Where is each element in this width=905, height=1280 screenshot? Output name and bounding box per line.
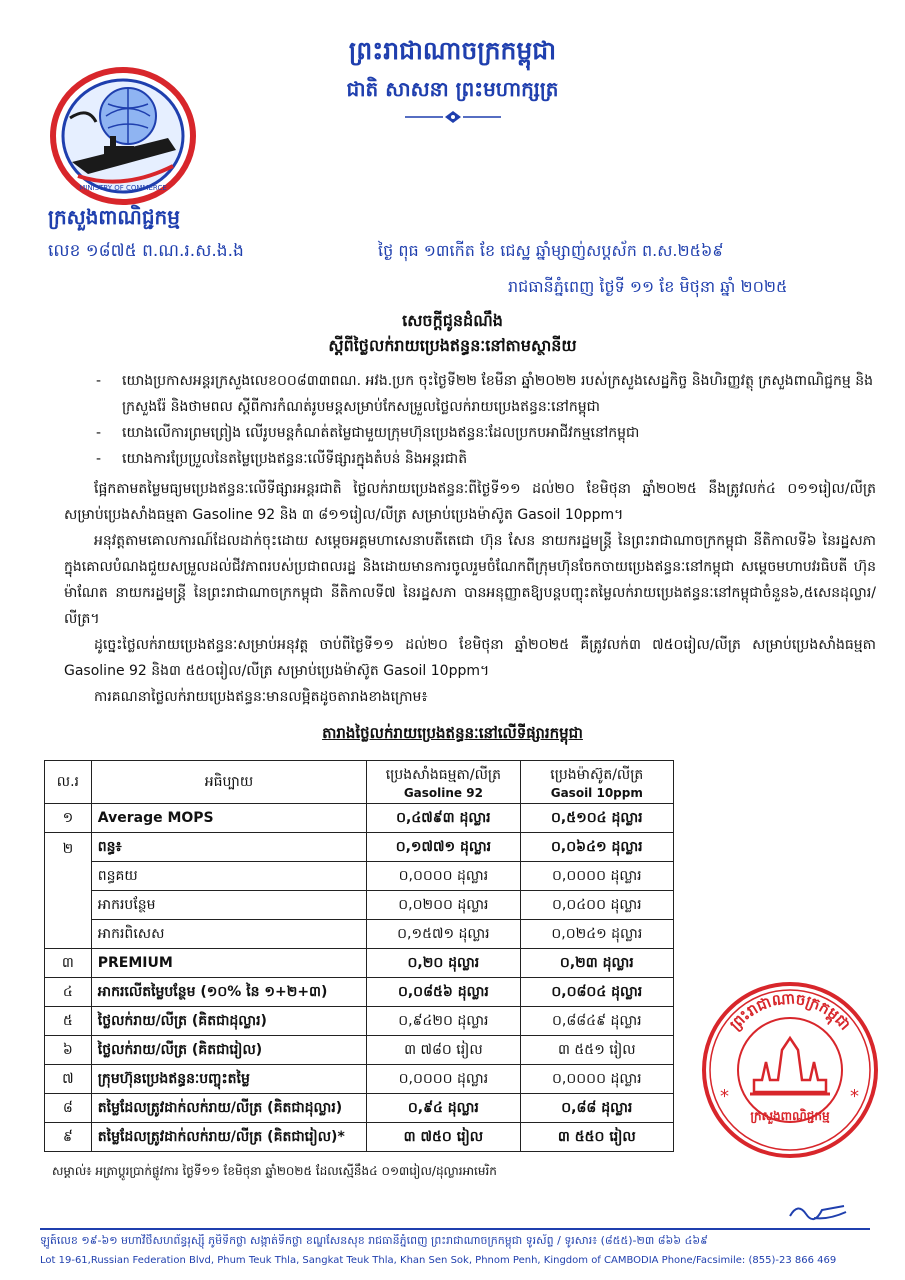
header-gasoline-label: ប្រេងសាំងធម្មតា/លីត្រ	[385, 766, 501, 783]
table-header-row	[45, 761, 674, 804]
table-row	[45, 1065, 674, 1094]
reference-number: លេខ ១៨៧៥ ព.ណ.រ.ស.ង.ង	[48, 241, 244, 261]
table-row	[45, 978, 674, 1007]
row-gasoline-value: ០,២០ ដុល្លារ	[367, 949, 520, 978]
row-description: ថ្លៃលក់រាយ/លីត្រ (គិតជារៀល)	[91, 1036, 366, 1065]
document-subtitle: ស្តីពីថ្លៃលក់រាយប្រេងឥន្ធនៈនៅតាមស្ថានីយ	[328, 336, 577, 355]
table-row	[45, 949, 674, 978]
row-gasoline-value: ៣ ៧៥០ រៀល	[367, 1123, 520, 1152]
signature	[784, 1196, 854, 1226]
header-diesel	[520, 761, 673, 804]
row-gasoline-value: ០,០២០០ ដុល្លារ	[367, 891, 520, 920]
header-gasoline-grade: Gasoline 92	[403, 785, 483, 800]
row-diesel-value: ០,០២៤១ ដុល្លារ	[520, 920, 673, 949]
paragraph-applied-price: ដូច្នេះថ្លៃលក់រាយប្រេងឥន្ធនៈសម្រាប់អនុវត្ត ចាប់ពីថ្ងៃទី១១ ដល់២០ ខែមិថុនា ឆ្នាំ២០២៥ គឺត្រូវលក់៣ ៧៥០រៀល/លីត្រ សម្រាប់ប្រេងសាំងធម្មតា Gasoline 92 និង៣ ៥៥០រៀល/លីត្រ សម្រាប់ប្រេងម៉ាស៊ូត Gasoil 10ppm។	[64, 637, 877, 679]
seal-bottom-text: ក្រសួងពាណិជ្ជកម្ម	[750, 1109, 830, 1123]
row-gasoline-value: ៣ ៧៨០ រៀល	[367, 1036, 520, 1065]
row-description: ពន្ធ៖	[91, 833, 366, 862]
row-diesel-value: ០,០០០០ ដុល្លារ	[520, 862, 673, 891]
table-subrow	[45, 920, 674, 949]
paragraph-market-price: ផ្អែកតាមតម្លៃមធ្យមប្រេងឥន្ធនៈលើទីផ្សារអន្តរជាតិ ថ្លៃលក់រាយប្រេងឥន្ធនៈពីថ្ងៃទី១១ ដល់២០ ខែមិថុនា ឆ្នាំ២០២៥ នឹងត្រូវលក់៤ ០១១រៀល/លីត្រ សម្រាប់ប្រេងសាំងធម្មតា Gasoline 92 និង ៣ ៨១១រៀល/លីត្រ សម្រាប់ប្រេងម៉ាស៊ូត Gasoil 10ppm។	[64, 481, 876, 523]
row-no: ៦	[45, 1036, 92, 1065]
row-diesel-value: ០,០០០០ ដុល្លារ	[520, 1065, 673, 1094]
reference-item: - យោងការប្រែប្រួលនៃតម្លៃប្រេងឥន្ធនៈលើទីផ្សារក្នុងតំបន់ និងអន្តរជាតិ	[96, 446, 876, 472]
row-description: អាករពិសេស	[91, 920, 366, 949]
footer-address-khmer: ឡូត៍លេខ ១៩-៦១ មហាវិថីសហព័ន្ធរុស្ស៊ី ភូមិទឹកថ្លា សង្កាត់ទឹកថ្លា ខណ្ឌសែនសុខ រាជធានីភ្នំពេញ ព្រះរាជាណាចក្រកម្ពុជា ទូរស័ព្ទ / ទូរសារ៖ (៨៥៥)-២៣ ៨៦៦ ៤៦៩	[40, 1234, 708, 1247]
row-gasoline-value: ០,០០០០ ដុល្លារ	[367, 862, 520, 891]
row-no: ៤	[45, 978, 92, 1007]
header-no: ល.រ	[45, 761, 92, 804]
row-gasoline-value: ០,១៧៧១ ដុល្លារ	[367, 833, 520, 862]
table-subrow	[45, 891, 674, 920]
fuel-price-table	[44, 760, 674, 1152]
reference-item: - យោងប្រកាសអន្តរក្រសួងលេខ០០៨៣៣ពណ. អវង.ប្រក ចុះថ្ងៃទី២២ ខែមីនា ឆ្នាំ២០២២ របស់ក្រសួងសេដ្ឋកិច្ច និងហិរញ្ញវត្ថុ ក្រសួងពាណិជ្ជកម្ម និងក្រសួងរ៉ែ និងថាមពល ស្តីពីការកំណត់រូបមន្តសម្រាប់កែសម្រួលថ្លៃលក់រាយប្រេងឥន្ធនៈនៅកម្ពុជា	[96, 368, 876, 420]
table-row	[45, 1123, 674, 1152]
row-description: តម្លៃដែលត្រូវដាក់លក់រាយ/លីត្រ (គិតជារៀល)*	[91, 1123, 366, 1152]
seal-ring-text: ព្រះរាជាណាចក្រកម្ពុជា	[726, 989, 855, 1034]
ministry-name: ក្រសួងពាណិជ្ជកម្ម	[48, 205, 180, 229]
row-diesel-value: ០,០៤០០ ដុល្លារ	[520, 891, 673, 920]
svg-text:*: *	[720, 1086, 729, 1107]
row-gasoline-value: ០,០៨៥៦ ដុល្លារ	[367, 978, 520, 1007]
row-description: អាករបន្ថែម	[91, 891, 366, 920]
header-diesel-label: ប្រេងម៉ាស៊ូត/លីត្រ	[550, 766, 644, 783]
row-gasoline-value: ០,៤៧៩៣ ដុល្លារ	[367, 804, 520, 833]
row-description: PREMIUM	[91, 949, 366, 978]
official-seal-stamp	[700, 980, 880, 1160]
row-no: ៣	[45, 949, 92, 978]
row-description: តម្លៃដែលត្រូវដាក់លក់រាយ/លីត្រ (គិតជាដុល្លារ)	[91, 1094, 366, 1123]
row-description: ពន្ធគយ	[91, 862, 366, 891]
row-diesel-value: ៣ ៥៥១ រៀល	[520, 1036, 673, 1065]
row-gasoline-value: ០,០០០០ ដុល្លារ	[367, 1065, 520, 1094]
table-row	[45, 833, 674, 862]
row-description: អាករលើតម្លៃបន្ថែម (១០% នៃ ១+២+៣)	[91, 978, 366, 1007]
paragraph-table-intro: ការគណនាថ្លៃលក់រាយប្រេងឥន្ធនៈមានលម្អិតដូចតារាងខាងក្រោម៖	[94, 689, 428, 705]
row-description: Average MOPS	[91, 804, 366, 833]
row-diesel-value: ០,៨៨៤៩ ដុល្លារ	[520, 1007, 673, 1036]
row-gasoline-value: ០,៩៤ ដុល្លារ	[367, 1094, 520, 1123]
row-diesel-value: ០,០៨០៤ ដុល្លារ	[520, 978, 673, 1007]
row-no: ៩	[45, 1123, 92, 1152]
exchange-rate-footnote: សម្គាល់៖ អត្រាប្តូរប្រាក់ផ្លូវការ ថ្ងៃទី១១ ខែមិថុនា ឆ្នាំ២០២៥ ដែលស្មើនឹង៤ ០១៣រៀល/ដុល្លារអាមេរិក	[52, 1164, 497, 1178]
footer-address-english: Lot 19-61,Russian Federation Blvd, Phum Teuk Thla, Sangkat Teuk Thla, Khan Sen Sok, Phnom Penh, Kingdom of CAMBODIA Phone/Facsimile: (855)-23 866 469	[40, 1255, 837, 1266]
reference-list	[96, 368, 876, 472]
svg-text:*: *	[850, 1086, 859, 1107]
logo-caption: MINISTRY OF COMMERCE	[79, 184, 167, 192]
row-no: ៧	[45, 1065, 92, 1094]
row-description: ថ្លៃលក់រាយ/លីត្រ (គិតជាដុល្លារ)	[91, 1007, 366, 1036]
table-row	[45, 1094, 674, 1123]
national-motto: ជាតិ សាសនា ព្រះមហាក្សត្រ	[346, 77, 559, 101]
ornament-divider	[405, 110, 501, 124]
row-diesel-value: ០,៨៨ ដុល្លារ	[520, 1094, 673, 1123]
lunar-date: ថ្ងៃ ពុធ ១៣កើត ខែ ជេស្ឋ ឆ្នាំម្សាញ់សប្តស័ក ព.ស.២៥៦៩	[378, 241, 724, 260]
ministry-logo-emblem	[48, 66, 198, 206]
header-description: អធិប្បាយ	[91, 761, 366, 804]
header-diesel-grade: Gasoil 10ppm	[550, 785, 643, 800]
row-gasoline-value: ០,១៥៧១ ដុល្លារ	[367, 920, 520, 949]
table-row	[45, 1007, 674, 1036]
row-diesel-value: ០,២៣ ដុល្លារ	[520, 949, 673, 978]
body-paragraphs	[64, 476, 876, 710]
row-diesel-value: ៣ ៥៥០ រៀល	[520, 1123, 673, 1152]
reference-item: - យោងលើការព្រមព្រៀង លើរូបមន្តកំណត់តម្លៃជាមួយក្រុមហ៊ុនប្រេងឥន្ធនៈដែលប្រកបអាជីវកម្មនៅកម្ពុជា	[96, 420, 876, 446]
header-gasoline	[367, 761, 520, 804]
table-row	[45, 804, 674, 833]
row-no: ៥	[45, 1007, 92, 1036]
row-no: ១	[45, 804, 92, 833]
kingdom-heading: ព្រះរាជាណាចក្រកម្ពុជា	[348, 36, 557, 65]
table-row	[45, 1036, 674, 1065]
place-and-date: រាជធានីភ្នំពេញ ថ្ងៃទី ១១ ខែ មិថុនា ឆ្នាំ ២០២៥	[508, 277, 788, 296]
document-title: សេចក្តីជូនដំណឹង	[402, 311, 503, 330]
row-diesel-value: ០,៥១០៤ ដុល្លារ	[520, 804, 673, 833]
paragraph-discount-policy: អនុវត្តតាមគោលការណ៍ដែលដាក់ចុះដោយ សម្តេចអគ្គមហាសេនាបតីតេជោ ហ៊ុន សែន នាយករដ្ឋមន្ត្រី នៃព្រះរាជាណាចក្រកម្ពុជា នីតិកាលទី៦ នៃរដ្ឋសភា ក្នុងគោលបំណងជួយសម្រួលដល់ជីវភាពរបស់ប្រជាពលរដ្ឋ និងដោយមានការចូលរួមចំណែកពីក្រុមហ៊ុនចែកចាយប្រេងឥន្ធនៈនៅកម្ពុជា សម្តេចមហាបវរធិបតី ហ៊ុន ម៉ាណែត នាយករដ្ឋមន្ត្រី នៃព្រះរាជាណាចក្រកម្ពុជា នីតិកាលទី៧ នៃរដ្ឋសភា បានអនុញ្ញាតឱ្យបន្តបញ្ចុះតម្លៃលក់រាយប្រេងឥន្ធនៈនៅកម្ពុជាចំនួន៦,៥សេនដុល្លារ/លីត្រ។	[64, 533, 876, 627]
table-title: តារាងថ្លៃលក់រាយប្រេងឥន្ធនៈនៅលើទីផ្សារកម្ពុជា	[322, 724, 583, 742]
row-gasoline-value: ០,៩៤២០ ដុល្លារ	[367, 1007, 520, 1036]
row-diesel-value: ០,០៦៤១ ដុល្លារ	[520, 833, 673, 862]
footer-divider	[40, 1228, 870, 1230]
row-no: ២	[45, 833, 92, 949]
row-description: ក្រុមហ៊ុនប្រេងឥន្ធនៈបញ្ចុះតម្លៃ	[91, 1065, 366, 1094]
row-no: ៨	[45, 1094, 92, 1123]
table-subrow	[45, 862, 674, 891]
